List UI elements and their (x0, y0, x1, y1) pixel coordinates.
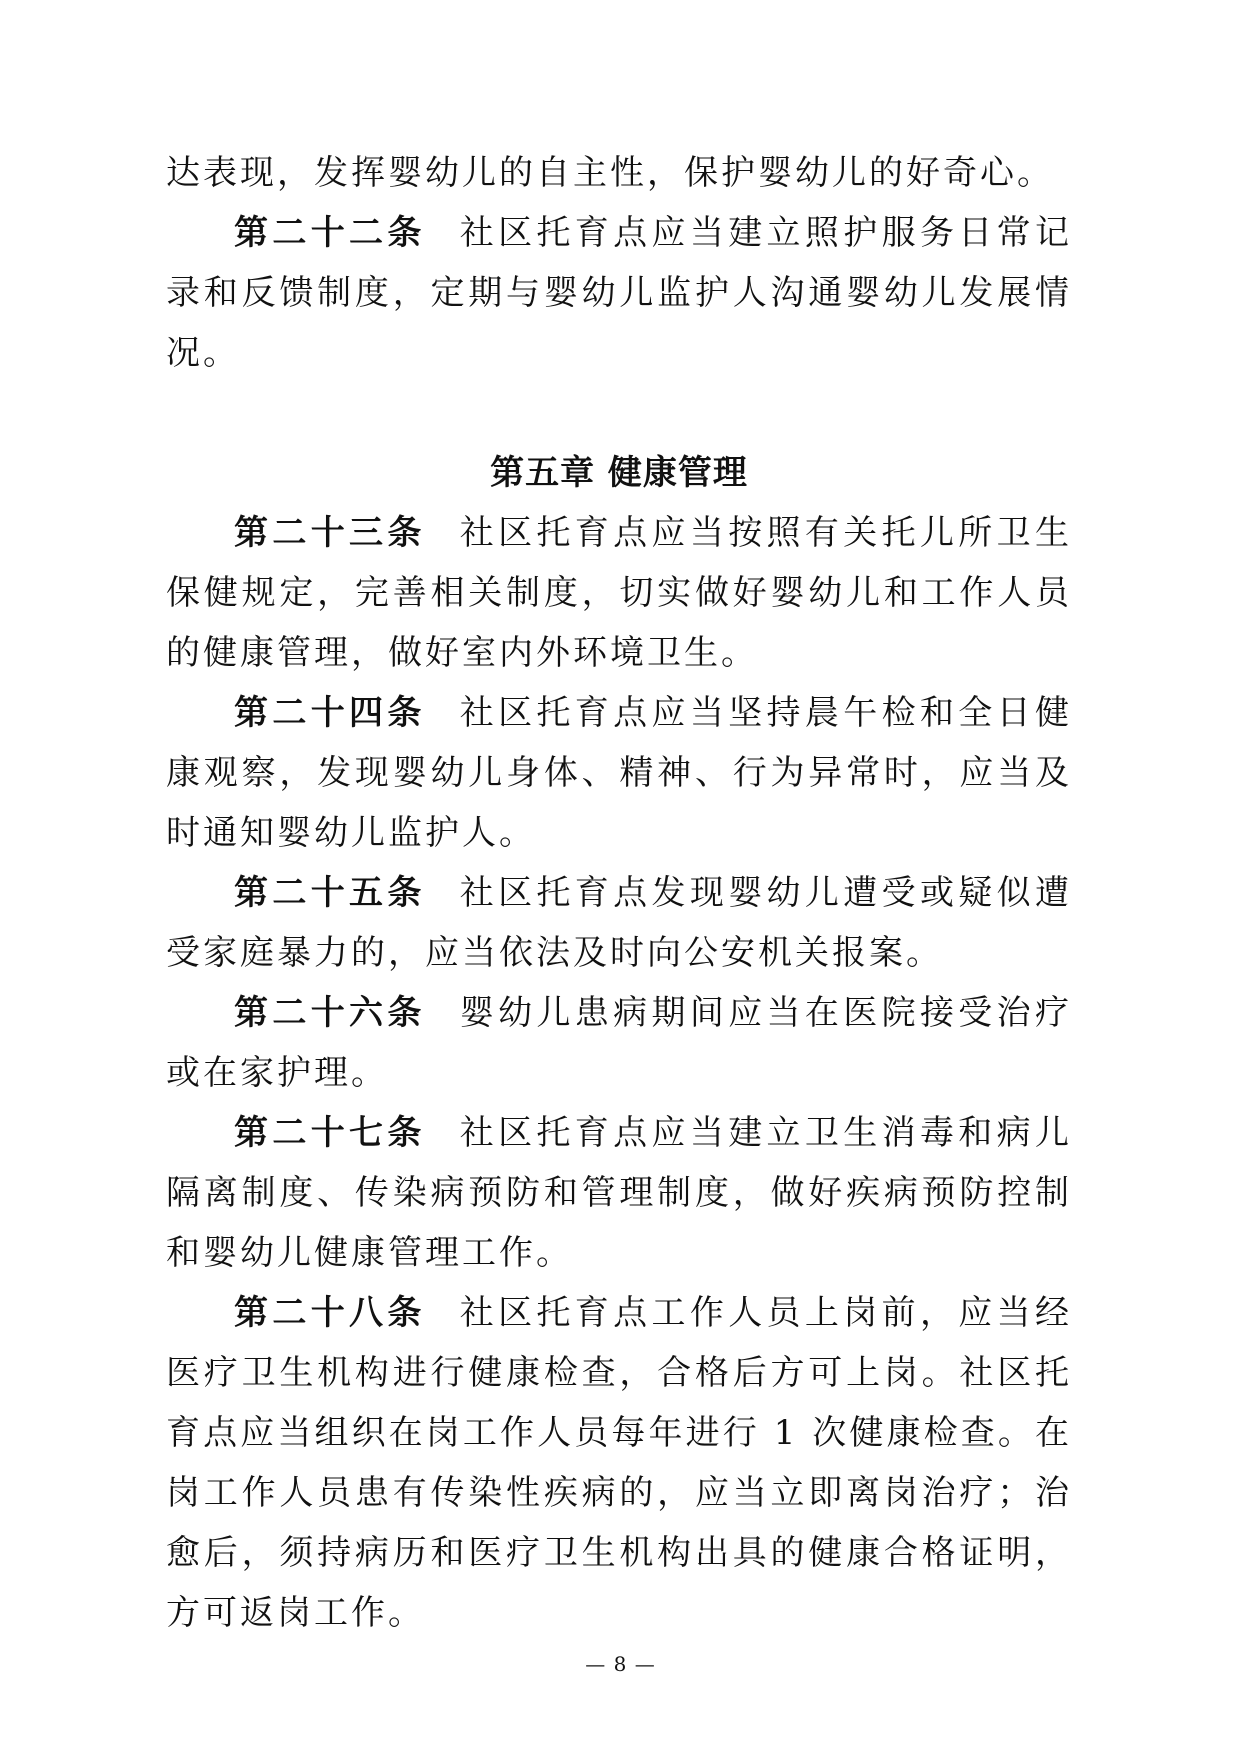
article-23-text: 社区托育点应当按照有关托儿所卫生保健规定，完善相关制度，切实做好婴幼儿和工作人员的健康管理，做好室内外环境卫生。 (166, 513, 1072, 673)
article-22-title: 第二十二条 (234, 213, 426, 253)
article-28-text: 社区托育点工作人员上岗前，应当经医疗卫生机构进行健康检查，合格后方可上岗。社区托育点应当组织在岗工作人员每年进行 1 次健康检查。在岗工作人员患有传染性疾病的，应当立即离岗治疗；治愈后，须持病历和医疗卫生机构出具的健康合格证明，方可返岗工作。 (166, 1293, 1072, 1633)
article-22-text: 社区托育点应当建立照护服务日常记录和反馈制度，定期与婴幼儿监护人沟通婴幼儿发展情况。 (166, 213, 1072, 373)
article-23 (166, 503, 1072, 683)
continuation-paragraph: 达表现，发挥婴幼儿的自主性，保护婴幼儿的好奇心。 (166, 153, 1054, 193)
article-24 (166, 683, 1072, 863)
article-25-title: 第二十五条 (234, 873, 426, 913)
article-25-text: 社区托育点发现婴幼儿遭受或疑似遭受家庭暴力的，应当依法及时向公安机关报案。 (166, 873, 1072, 973)
page-number: — 8 — (585, 1652, 656, 1676)
article-27-text: 社区托育点应当建立卫生消毒和病儿隔离制度、传染病预防和管理制度，做好疾病预防控制和婴幼儿健康管理工作。 (166, 1113, 1072, 1273)
article-26-text: 婴幼儿患病期间应当在医院接受治疗或在家护理。 (166, 993, 1072, 1093)
chapter-heading: 第五章 健康管理 (490, 453, 748, 493)
article-23-title: 第二十三条 (234, 513, 426, 553)
article-28-title: 第二十八条 (234, 1293, 426, 1333)
article-26-title: 第二十六条 (234, 993, 426, 1033)
article-22 (166, 203, 1072, 383)
document-body (166, 143, 1072, 1643)
article-28 (166, 1283, 1072, 1643)
article-27 (166, 1103, 1072, 1283)
article-25 (166, 863, 1072, 983)
article-24-text: 社区托育点应当坚持晨午检和全日健康观察，发现婴幼儿身体、精神、行为异常时，应当及时通知婴幼儿监护人。 (166, 693, 1072, 853)
article-27-title: 第二十七条 (234, 1113, 426, 1153)
article-26 (166, 983, 1072, 1103)
article-24-title: 第二十四条 (234, 693, 426, 733)
